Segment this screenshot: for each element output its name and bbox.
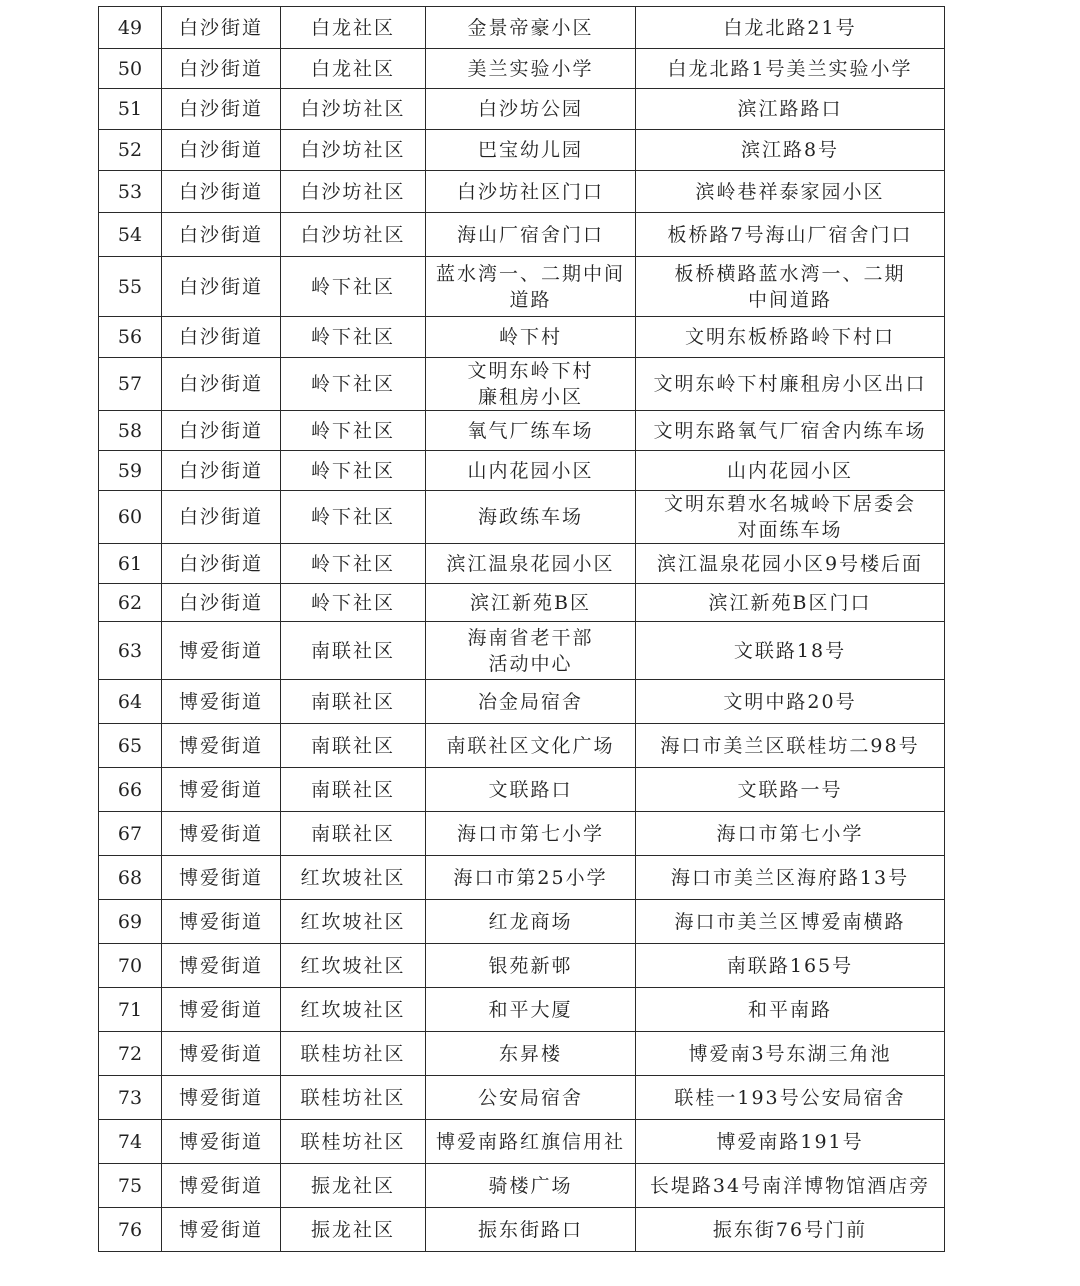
community-cell: 南联社区 (281, 768, 426, 812)
street-cell: 白沙街道 (162, 544, 281, 584)
table-row (99, 411, 945, 451)
address-cell: 文明东碧水名城岭下居委会 对面练车场 (636, 491, 945, 544)
row-number: 57 (99, 358, 162, 411)
street-cell: 白沙街道 (162, 213, 281, 257)
row-number: 63 (99, 622, 162, 680)
table-row (99, 213, 945, 257)
address-cell: 海口市美兰区博爱南横路 (636, 900, 945, 944)
site-cell: 冶金局宿舍 (426, 680, 636, 724)
address-cell: 文联路18号 (636, 622, 945, 680)
row-number: 59 (99, 451, 162, 491)
address-cell: 博爱南3号东湖三角池 (636, 1032, 945, 1076)
row-number: 72 (99, 1032, 162, 1076)
site-cell: 蓝水湾一、二期中间 道路 (426, 257, 636, 317)
site-cell: 海南省老干部 活动中心 (426, 622, 636, 680)
community-cell: 振龙社区 (281, 1208, 426, 1252)
community-cell: 白龙社区 (281, 49, 426, 89)
address-cell: 白龙北路1号美兰实验小学 (636, 49, 945, 89)
street-cell: 博爱街道 (162, 1208, 281, 1252)
street-cell: 博爱街道 (162, 622, 281, 680)
site-cell: 山内花园小区 (426, 451, 636, 491)
address-cell: 和平南路 (636, 988, 945, 1032)
community-cell: 白沙坊社区 (281, 130, 426, 171)
row-number: 51 (99, 89, 162, 130)
street-cell: 白沙街道 (162, 411, 281, 451)
site-cell: 滨江新苑B区 (426, 584, 636, 622)
community-cell: 南联社区 (281, 724, 426, 768)
street-cell: 白沙街道 (162, 89, 281, 130)
table-row (99, 622, 945, 680)
address-cell: 文明东岭下村廉租房小区出口 (636, 358, 945, 411)
site-cell: 岭下村 (426, 317, 636, 358)
address-cell: 文明中路20号 (636, 680, 945, 724)
row-number: 73 (99, 1076, 162, 1120)
street-cell: 博爱街道 (162, 1032, 281, 1076)
street-cell: 白沙街道 (162, 584, 281, 622)
table-row (99, 257, 945, 317)
table-row (99, 1076, 945, 1120)
address-cell: 博爱南路191号 (636, 1120, 945, 1164)
community-cell: 岭下社区 (281, 544, 426, 584)
row-number: 67 (99, 812, 162, 856)
row-number: 60 (99, 491, 162, 544)
site-cell: 巴宝幼儿园 (426, 130, 636, 171)
site-cell: 美兰实验小学 (426, 49, 636, 89)
community-cell: 红坎坡社区 (281, 944, 426, 988)
street-cell: 白沙街道 (162, 358, 281, 411)
row-number: 53 (99, 171, 162, 213)
address-cell: 山内花园小区 (636, 451, 945, 491)
table-row (99, 171, 945, 213)
table-row (99, 988, 945, 1032)
site-cell: 公安局宿舍 (426, 1076, 636, 1120)
site-cell: 骑楼广场 (426, 1164, 636, 1208)
table-row (99, 89, 945, 130)
table-row (99, 856, 945, 900)
row-number: 71 (99, 988, 162, 1032)
row-number: 64 (99, 680, 162, 724)
address-cell: 长堤路34号南洋博物馆酒店旁 (636, 1164, 945, 1208)
community-cell: 联桂坊社区 (281, 1120, 426, 1164)
row-number: 75 (99, 1164, 162, 1208)
table-row (99, 130, 945, 171)
site-cell: 海口市第七小学 (426, 812, 636, 856)
community-cell: 南联社区 (281, 812, 426, 856)
row-number: 62 (99, 584, 162, 622)
community-cell: 白沙坊社区 (281, 171, 426, 213)
community-cell: 岭下社区 (281, 451, 426, 491)
site-cell: 博爱南路红旗信用社 (426, 1120, 636, 1164)
community-cell: 振龙社区 (281, 1164, 426, 1208)
site-cell: 金景帝豪小区 (426, 7, 636, 49)
street-cell: 白沙街道 (162, 317, 281, 358)
row-number: 55 (99, 257, 162, 317)
street-cell: 白沙街道 (162, 257, 281, 317)
row-number: 50 (99, 49, 162, 89)
street-cell: 白沙街道 (162, 171, 281, 213)
table-row (99, 900, 945, 944)
site-cell: 文明东岭下村 廉租房小区 (426, 358, 636, 411)
site-cell: 白沙坊公园 (426, 89, 636, 130)
community-cell: 红坎坡社区 (281, 856, 426, 900)
address-cell: 滨江新苑B区门口 (636, 584, 945, 622)
site-cell: 红龙商场 (426, 900, 636, 944)
community-cell: 红坎坡社区 (281, 988, 426, 1032)
community-cell: 联桂坊社区 (281, 1032, 426, 1076)
table-body (99, 7, 945, 1252)
street-cell: 白沙街道 (162, 130, 281, 171)
site-cell: 海政练车场 (426, 491, 636, 544)
table-row (99, 544, 945, 584)
table-row (99, 584, 945, 622)
street-cell: 博爱街道 (162, 812, 281, 856)
community-cell: 岭下社区 (281, 358, 426, 411)
street-cell: 博爱街道 (162, 856, 281, 900)
street-cell: 博爱街道 (162, 1120, 281, 1164)
row-number: 69 (99, 900, 162, 944)
table-row (99, 944, 945, 988)
table-row (99, 812, 945, 856)
site-cell: 银苑新邨 (426, 944, 636, 988)
row-number: 56 (99, 317, 162, 358)
site-cell: 和平大厦 (426, 988, 636, 1032)
table-row (99, 317, 945, 358)
street-cell: 博爱街道 (162, 768, 281, 812)
community-cell: 联桂坊社区 (281, 1076, 426, 1120)
table-row (99, 1208, 945, 1252)
address-cell: 白龙北路21号 (636, 7, 945, 49)
community-cell: 岭下社区 (281, 317, 426, 358)
site-cell: 滨江温泉花园小区 (426, 544, 636, 584)
table-row (99, 1120, 945, 1164)
site-cell: 南联社区文化广场 (426, 724, 636, 768)
address-cell: 滨岭巷祥泰家园小区 (636, 171, 945, 213)
community-cell: 岭下社区 (281, 491, 426, 544)
site-cell: 白沙坊社区门口 (426, 171, 636, 213)
row-number: 65 (99, 724, 162, 768)
street-cell: 博爱街道 (162, 1164, 281, 1208)
table-row (99, 491, 945, 544)
address-cell: 文联路一号 (636, 768, 945, 812)
table-row (99, 49, 945, 89)
site-cell: 海口市第25小学 (426, 856, 636, 900)
street-cell: 博爱街道 (162, 680, 281, 724)
street-cell: 博爱街道 (162, 900, 281, 944)
table-row (99, 1032, 945, 1076)
row-number: 52 (99, 130, 162, 171)
community-cell: 岭下社区 (281, 257, 426, 317)
community-cell: 红坎坡社区 (281, 900, 426, 944)
address-cell: 海口市美兰区海府路13号 (636, 856, 945, 900)
address-cell: 海口市第七小学 (636, 812, 945, 856)
row-number: 70 (99, 944, 162, 988)
address-cell: 南联路165号 (636, 944, 945, 988)
street-cell: 白沙街道 (162, 49, 281, 89)
address-cell: 振东街76号门前 (636, 1208, 945, 1252)
row-number: 49 (99, 7, 162, 49)
site-cell: 海山厂宿舍门口 (426, 213, 636, 257)
street-cell: 白沙街道 (162, 451, 281, 491)
table-row (99, 724, 945, 768)
row-number: 74 (99, 1120, 162, 1164)
address-cell: 滨江路8号 (636, 130, 945, 171)
locations-table (98, 6, 945, 1252)
site-cell: 振东街路口 (426, 1208, 636, 1252)
table-row (99, 1164, 945, 1208)
site-cell: 东昇楼 (426, 1032, 636, 1076)
street-cell: 博爱街道 (162, 724, 281, 768)
community-cell: 白龙社区 (281, 7, 426, 49)
row-number: 54 (99, 213, 162, 257)
table-row (99, 768, 945, 812)
community-cell: 岭下社区 (281, 411, 426, 451)
community-cell: 白沙坊社区 (281, 89, 426, 130)
address-cell: 滨江路路口 (636, 89, 945, 130)
row-number: 58 (99, 411, 162, 451)
table-row (99, 358, 945, 411)
site-cell: 氧气厂练车场 (426, 411, 636, 451)
table-row (99, 451, 945, 491)
street-cell: 白沙街道 (162, 7, 281, 49)
street-cell: 博爱街道 (162, 944, 281, 988)
address-cell: 板桥横路蓝水湾一、二期 中间道路 (636, 257, 945, 317)
table-row (99, 680, 945, 724)
community-cell: 岭下社区 (281, 584, 426, 622)
address-cell: 文明东路氧气厂宿舍内练车场 (636, 411, 945, 451)
street-cell: 白沙街道 (162, 491, 281, 544)
address-cell: 联桂一193号公安局宿舍 (636, 1076, 945, 1120)
street-cell: 博爱街道 (162, 1076, 281, 1120)
street-cell: 博爱街道 (162, 988, 281, 1032)
community-cell: 南联社区 (281, 622, 426, 680)
community-cell: 白沙坊社区 (281, 213, 426, 257)
row-number: 66 (99, 768, 162, 812)
address-cell: 海口市美兰区联桂坊二98号 (636, 724, 945, 768)
row-number: 68 (99, 856, 162, 900)
community-cell: 南联社区 (281, 680, 426, 724)
site-cell: 文联路口 (426, 768, 636, 812)
table-row (99, 7, 945, 49)
address-cell: 文明东板桥路岭下村口 (636, 317, 945, 358)
address-cell: 滨江温泉花园小区9号楼后面 (636, 544, 945, 584)
address-cell: 板桥路7号海山厂宿舍门口 (636, 213, 945, 257)
row-number: 76 (99, 1208, 162, 1252)
row-number: 61 (99, 544, 162, 584)
